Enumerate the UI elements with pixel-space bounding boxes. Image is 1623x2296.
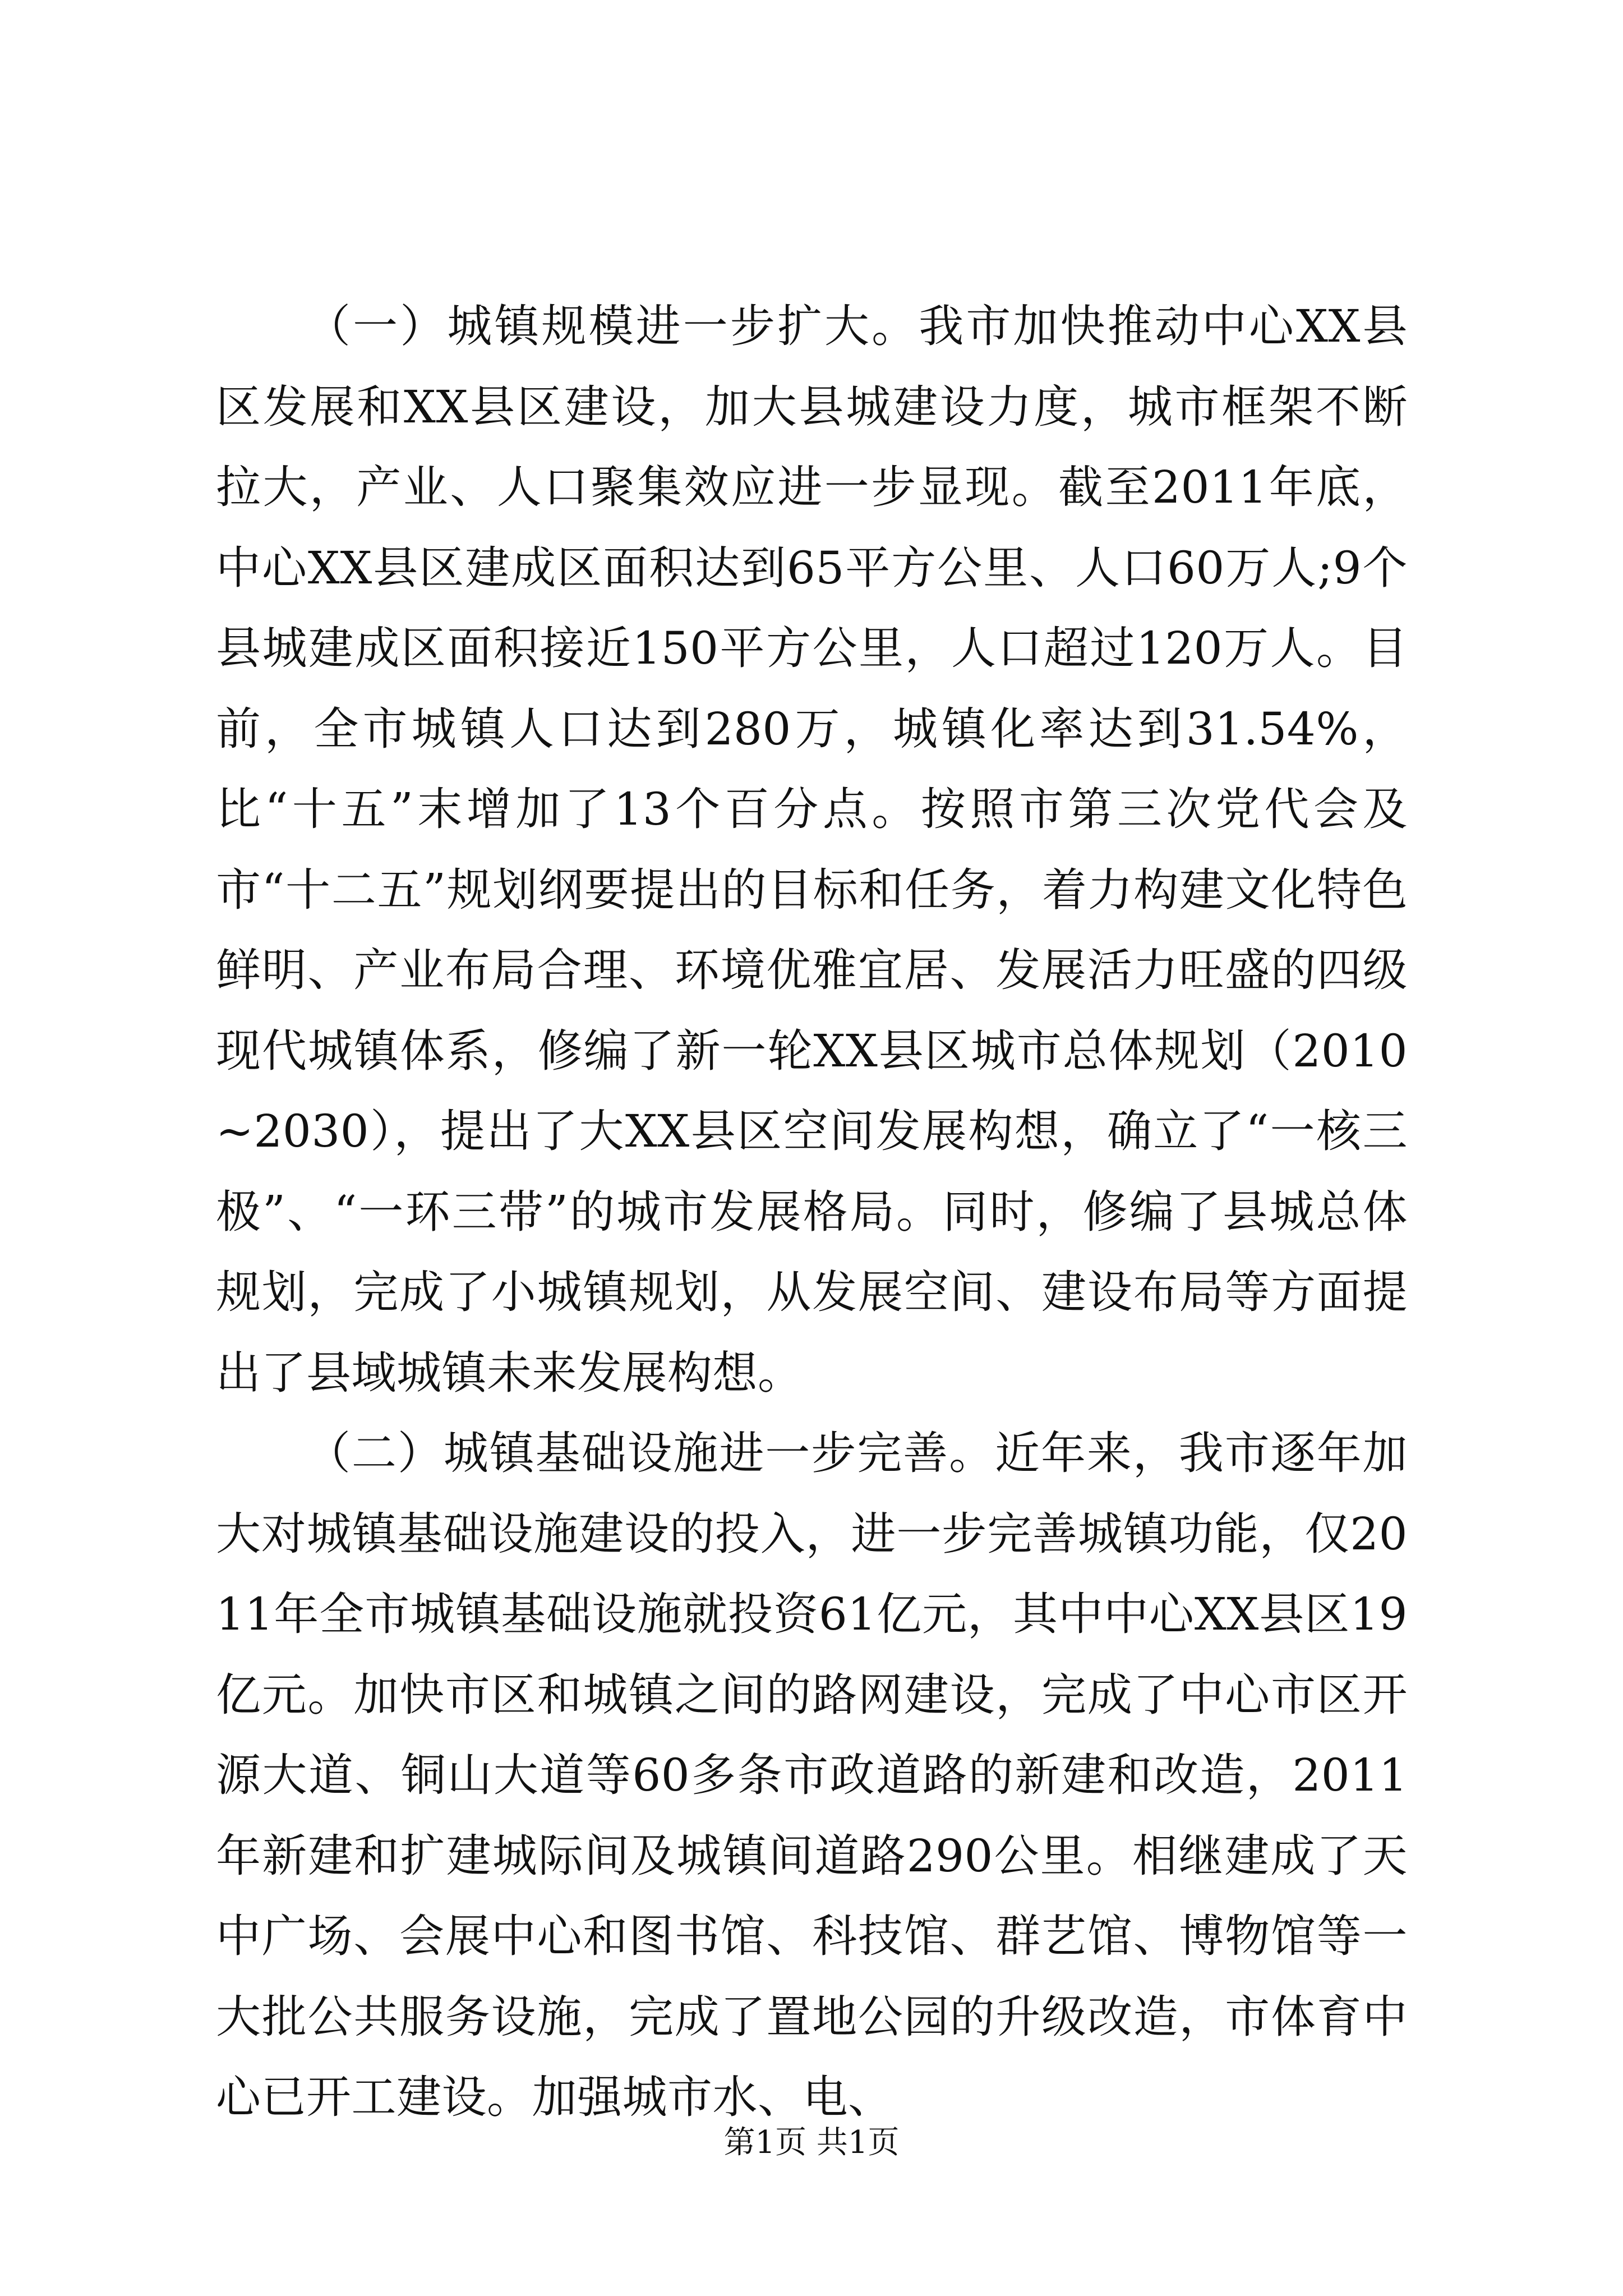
paragraph-1: （一）城镇规模进一步扩大。我市加快推动中心XX县区发展和XX县区建设，加大县城建设力度，城市框架不断拉大，产业、人口聚集效应进一步显现。截至2011年底，中心XX县区建成区面积达到65平方公里、人口60万人;9个县城建成区面积接近150平方公里，人口超过120万人。目前，全市城镇人口达到280万，城镇化率达到31.54%，比“十五”末增加了13个百分点。按照市第三次党代会及市“十二五”规划纲要提出的目标和任务，着力构建文化特色鲜明、产业布局合理、环境优雅宜居、发展活力旺盛的四级现代城镇体系，修编了新一轮XX县区城市总体规划（2010~2030），提出了大XX县区空间发展构想，确立了“一核三极”、“一环三带”的城市发展格局。同时，修编了县城总体规划，完成了小城镇规划，从发展空间、建设布局等方面提出了县域城镇未来发展构想。	[216, 300, 1408, 1399]
paragraph-2: （二）城镇基础设施进一步完善。近年来，我市逐年加大对城镇基础设施建设的投入，进一步完善城镇功能，仅2011年全市城镇基础设施就投资61亿元，其中中心XX县区19亿元。加快市区和城镇之间的路网建设，完成了中心市区开源大道、铜山大道等60多条市政道路的新建和改造，2011年新建和扩建城际间及城镇间道路290公里。相继建成了天中广场、会展中心和图书馆、科技馆、群艺馆、博物馆等一大批公共服务设施，完成了置地公园的升级改造，市体育中心已开工建设。加强城市水、电、	[216, 1427, 1408, 2123]
document-body	[216, 286, 1408, 2138]
page-footer: 第1页 共1页	[723, 2124, 900, 2161]
